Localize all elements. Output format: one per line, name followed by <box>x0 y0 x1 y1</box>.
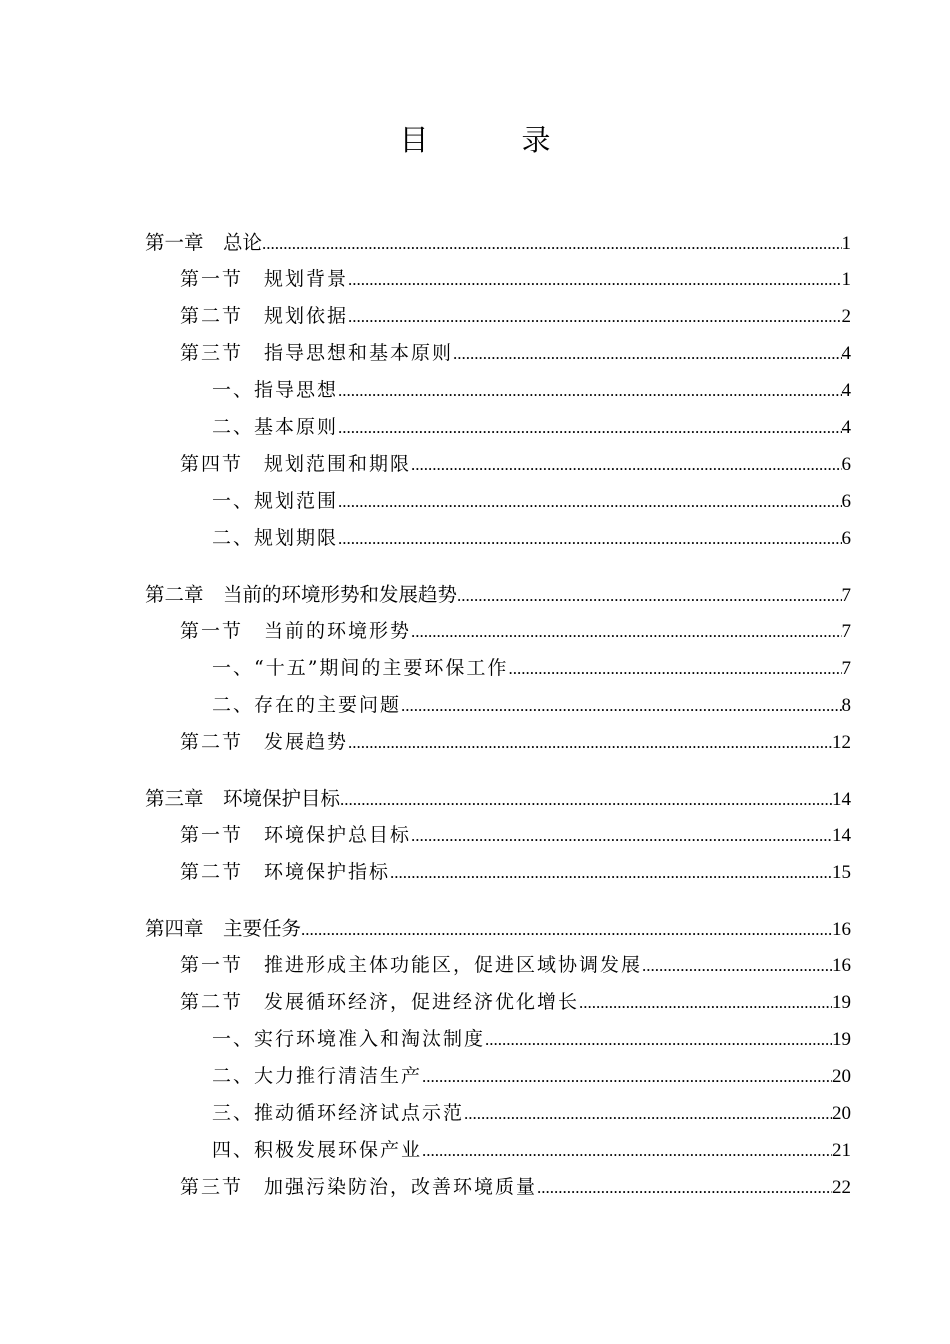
toc-entry-subsection[interactable]: 四、积极发展环保产业 ..... 21 <box>145 1132 851 1169</box>
dot-leader <box>338 520 841 557</box>
page-number: 14 <box>832 825 851 846</box>
toc-entry-section[interactable]: 第一节 规划背景 ..... 1 <box>145 261 851 298</box>
toc-entry-section[interactable]: 第一节 环境保护总目标 ..... 14 <box>145 817 851 854</box>
dot-leader <box>508 650 841 687</box>
page-number: 8 <box>841 695 851 716</box>
toc-entry-subsection[interactable]: 二、存在的主要问题 ..... 8 <box>145 687 851 724</box>
dot-leader <box>338 409 841 446</box>
page-number: 21 <box>832 1140 851 1161</box>
page-number: 7 <box>841 621 851 642</box>
page-number: 12 <box>832 732 851 753</box>
dot-leader <box>642 947 832 984</box>
page-number: 14 <box>832 789 851 810</box>
toc-entry-section[interactable]: 第四节 规划范围和期限 ..... 6 <box>145 446 851 483</box>
page-number: 19 <box>832 1029 851 1050</box>
dot-leader <box>411 613 841 650</box>
dot-leader <box>348 261 841 298</box>
page-number: 16 <box>832 919 851 940</box>
dot-leader <box>348 724 832 761</box>
dot-leader <box>453 335 841 372</box>
dot-leader <box>338 483 841 520</box>
page-number: 4 <box>841 343 851 364</box>
dot-leader <box>340 781 832 818</box>
dot-leader <box>301 911 832 948</box>
page-number: 15 <box>832 862 851 883</box>
dot-leader <box>411 446 841 483</box>
toc-entry-subsection[interactable]: 一、“十五”期间的主要环保工作 ..... 7 <box>145 650 851 687</box>
dot-leader <box>401 687 841 724</box>
page-number: 20 <box>832 1066 851 1087</box>
page-number: 7 <box>841 585 851 606</box>
toc-title: 目 录 <box>399 123 583 157</box>
toc-entry-subsection[interactable]: 一、指导思想 ..... 4 <box>145 372 851 409</box>
toc-entry-subsection[interactable]: 一、规划范围 ..... 6 <box>145 483 851 520</box>
page-number: 1 <box>841 269 851 290</box>
toc-entry-section[interactable]: 第二节 发展循环经济，促进经济优化增长 ..... 19 <box>145 984 851 1021</box>
toc-entry-chapter-3[interactable]: 第三章 环境保护目标 ..... 14 <box>145 780 851 817</box>
toc-entry-subsection[interactable]: 三、推动循环经济试点示范 ..... 20 <box>145 1095 851 1132</box>
dot-leader <box>348 298 841 335</box>
table-of-contents <box>145 224 851 1206</box>
dot-leader <box>422 1058 832 1095</box>
page-number: 6 <box>841 528 851 549</box>
dot-leader <box>338 372 841 409</box>
dot-leader <box>464 1095 832 1132</box>
page-number: 6 <box>841 491 851 512</box>
page-number: 20 <box>832 1103 851 1124</box>
dot-leader <box>422 1132 832 1169</box>
toc-entry-section[interactable]: 第二节 环境保护指标 ..... 15 <box>145 854 851 891</box>
toc-entry-subsection[interactable]: 二、规划期限 ..... 6 <box>145 520 851 557</box>
page-number: 6 <box>841 454 851 475</box>
toc-entry-chapter-1[interactable]: 第一章 总论 ..... 1 <box>145 224 851 261</box>
toc-entry-section[interactable]: 第三节 指导思想和基本原则 ..... 4 <box>145 335 851 372</box>
dot-leader <box>537 1169 832 1206</box>
page-number: 2 <box>841 306 851 327</box>
page-number: 16 <box>832 955 851 976</box>
page-number: 19 <box>832 992 851 1013</box>
toc-entry-chapter-2[interactable]: 第二章 当前的环境形势和发展趋势 ..... 7 <box>145 576 851 613</box>
dot-leader <box>390 854 832 891</box>
toc-entry-subsection[interactable]: 二、大力推行清洁生产 ..... 20 <box>145 1058 851 1095</box>
toc-entry-section[interactable]: 第一节 当前的环境形势 ..... 7 <box>145 613 851 650</box>
dot-leader <box>579 984 832 1021</box>
page-number: 4 <box>841 380 851 401</box>
page-number: 7 <box>841 658 851 679</box>
dot-leader <box>262 225 841 262</box>
page-number: 4 <box>841 417 851 438</box>
toc-entry-chapter-4[interactable]: 第四章 主要任务 ..... 16 <box>145 910 851 947</box>
dot-leader <box>411 817 832 854</box>
page-number: 22 <box>832 1177 851 1198</box>
page-number: 1 <box>841 233 851 254</box>
toc-entry-section[interactable]: 第一节 推进形成主体功能区，促进区域协调发展 ..... 16 <box>145 947 851 984</box>
toc-entry-section[interactable]: 第二节 规划依据 ..... 2 <box>145 298 851 335</box>
dot-leader <box>457 577 841 614</box>
toc-entry-subsection[interactable]: 一、实行环境准入和淘汰制度 ..... 19 <box>145 1021 851 1058</box>
dot-leader <box>485 1021 832 1058</box>
toc-entry-section[interactable]: 第二节 发展趋势 ..... 12 <box>145 724 851 761</box>
toc-entry-section[interactable]: 第三节 加强污染防治，改善环境质量 ..... 22 <box>145 1169 851 1206</box>
toc-entry-subsection[interactable]: 二、基本原则 ..... 4 <box>145 409 851 446</box>
